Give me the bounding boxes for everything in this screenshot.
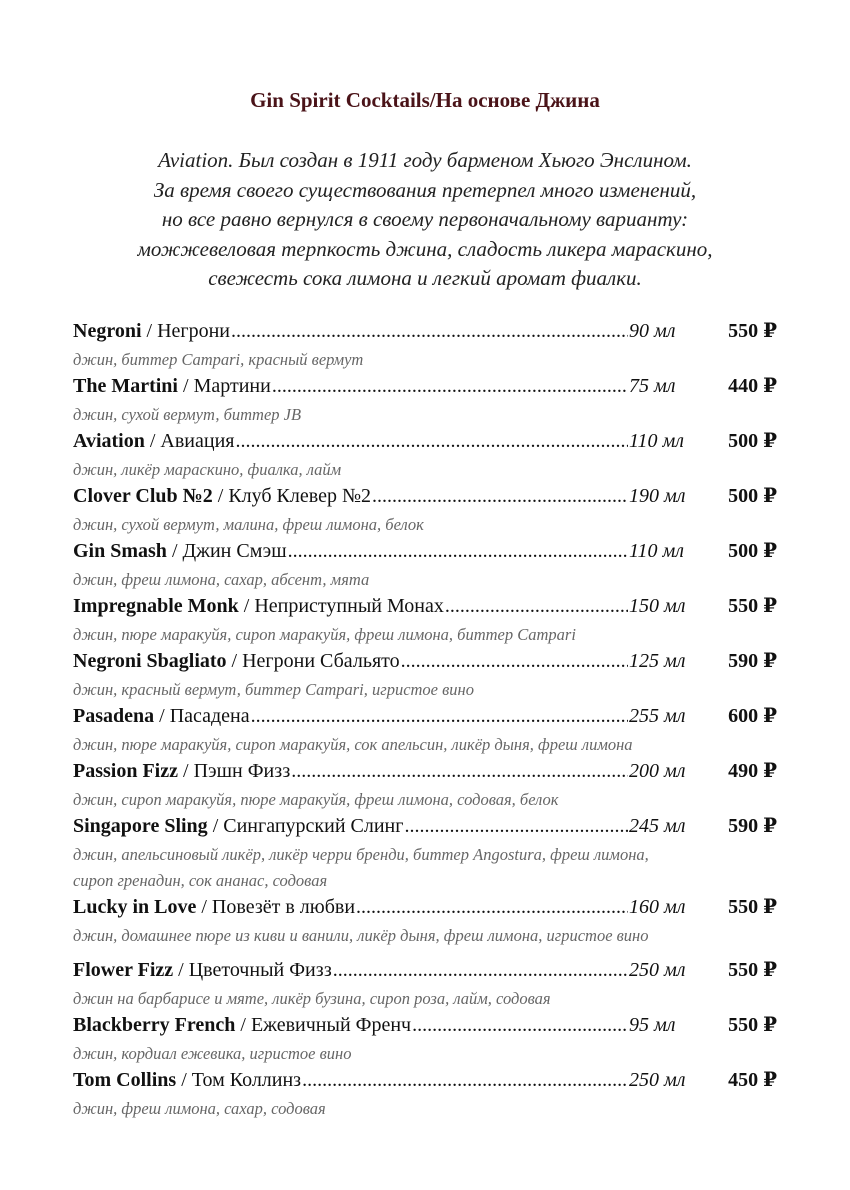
- dot-leader: [236, 430, 629, 453]
- name-separator: /: [212, 815, 219, 837]
- cocktail-name-ru: Сингапурский Слинг: [223, 815, 404, 837]
- dot-leader: [445, 595, 628, 618]
- cocktail-name-ru: Повезёт в любви: [211, 896, 356, 918]
- menu-item-row: [73, 957, 783, 986]
- cocktail-name-en: Lucky in Love: [73, 896, 197, 918]
- dot-leader: [333, 959, 628, 982]
- cocktail-ingredients: джин, сухой вермут, биттер JB: [73, 405, 302, 424]
- menu-item: [73, 758, 783, 813]
- menu-item-row: [73, 703, 783, 732]
- menu-item: [73, 813, 783, 894]
- cocktail-name-en: Gin Smash: [73, 540, 167, 562]
- cocktail-volume: 90 мл: [629, 320, 676, 342]
- menu-item: [73, 538, 783, 593]
- cocktail-name-ru: Ежевичный Френч: [250, 1014, 412, 1036]
- cocktail-price: 550 ₽: [728, 595, 777, 617]
- cocktail-ingredients: джин, ликёр мараскино, фиалка, лайм: [73, 460, 342, 479]
- cocktail-name-ru: Цветочный Физз: [188, 959, 332, 981]
- cocktail-volume: 75 мл: [629, 375, 676, 397]
- cocktail-volume: 200 мл: [629, 760, 686, 782]
- cocktail-name-ru: Мартини: [193, 375, 271, 397]
- menu-item: [73, 1067, 783, 1122]
- dot-leader: [372, 485, 628, 508]
- cocktail-name-ru: Негрони Сбальято: [242, 650, 400, 672]
- cocktail-name-ru: Пэшн Физз: [193, 760, 291, 782]
- menu-item-row: [73, 813, 783, 842]
- cocktail-volume: 250 мл: [629, 1069, 686, 1091]
- cocktail-ingredients: джин, сироп маракуйя, пюре маракуйя, фреш лимона, содовая, белок: [73, 790, 559, 809]
- cocktail-price: 550 ₽: [728, 959, 777, 981]
- name-separator: /: [231, 650, 238, 672]
- dot-leader: [356, 896, 628, 919]
- menu-item-row: [73, 1067, 783, 1096]
- cocktail-price: 500 ₽: [728, 540, 777, 562]
- cocktail-ingredients: джин на барбарисе и мяте, ликёр бузина, сироп роза, лайм, содовая: [73, 989, 551, 1008]
- cocktail-price: 550 ₽: [728, 896, 777, 918]
- page-title: Gin Spirit Cocktails/На основе Джина: [250, 88, 600, 112]
- cocktail-price: 600 ₽: [728, 705, 777, 727]
- name-separator: /: [243, 595, 250, 617]
- intro-line: Aviation. Был создан в 1911 году барменом Хьюго Энслином.: [158, 148, 692, 172]
- name-separator: /: [149, 430, 156, 452]
- menu-item-row: [73, 483, 783, 512]
- menu-item-row: [73, 318, 783, 347]
- name-separator: /: [178, 959, 184, 981]
- intro-line: свежесть сока лимона и легкий аромат фиалки.: [208, 266, 642, 290]
- cocktail-name-en: Flower Fizz: [73, 959, 174, 981]
- cocktail-name-en: Negroni Sbagliato: [73, 650, 227, 672]
- cocktail-name-ru: Авиация: [160, 430, 235, 452]
- cocktail-ingredients: джин, красный вермут, биттер Campari, игристое вино: [73, 680, 474, 699]
- dot-leader: [302, 1069, 628, 1092]
- menu-item: [73, 318, 783, 373]
- cocktail-ingredients: джин, сухой вермут, малина, фреш лимона, белок: [73, 515, 424, 534]
- menu-item: [73, 957, 783, 1012]
- cocktail-ingredients: джин, фреш лимона, сахар, содовая: [73, 1099, 326, 1118]
- cocktail-ingredients: джин, апельсиновый ликёр, ликёр черри бренди, биттер Angostura, фреш лимона,: [73, 845, 649, 864]
- name-separator: /: [183, 375, 189, 397]
- cocktail-name-en: Tom Collins: [73, 1069, 177, 1091]
- cocktail-name-ru: Джин Смэш: [182, 540, 287, 562]
- intro-text: [0, 146, 850, 294]
- menu-item: [73, 894, 783, 949]
- cocktail-name-ru: Клуб Клевер №2: [228, 485, 372, 507]
- cocktail-name-en: Negroni: [73, 320, 142, 342]
- cocktail-name-en: The Martini: [73, 375, 178, 397]
- menu-item: [73, 373, 783, 428]
- cocktail-name-en: Aviation: [73, 430, 145, 452]
- cocktail-volume: 160 мл: [629, 896, 686, 918]
- cocktail-price: 550 ₽: [728, 1014, 777, 1036]
- cocktail-ingredients: джин, биттер Campari, красный вермут: [73, 350, 364, 369]
- cocktail-price: 590 ₽: [728, 815, 777, 837]
- name-separator: /: [183, 760, 189, 782]
- cocktail-ingredients: джин, фреш лимона, сахар, абсент, мята: [73, 570, 370, 589]
- cocktail-name-ru: Негрони: [157, 320, 231, 342]
- dot-leader: [272, 375, 628, 398]
- cocktail-volume: 255 мл: [629, 705, 686, 727]
- menu-item: [73, 428, 783, 483]
- menu-item-row: [73, 538, 783, 567]
- intro-line: можжевеловая терпкость джина, сладость ликера мараскино,: [137, 236, 713, 261]
- menu-item-row: [73, 1012, 783, 1041]
- menu-item: [73, 593, 783, 648]
- intro-line: За время своего существования претерпел много изменений,: [153, 177, 697, 202]
- name-separator: /: [217, 485, 224, 507]
- dot-leader: [291, 760, 628, 783]
- cocktail-price: 490 ₽: [728, 760, 777, 782]
- dot-leader: [404, 815, 628, 838]
- cocktail-name-en: Passion Fizz: [73, 760, 178, 782]
- cocktail-price: 500 ₽: [728, 485, 777, 507]
- menu-item-row: [73, 894, 783, 923]
- cocktail-name-en: Pasadena: [73, 705, 155, 727]
- cocktail-volume: 110 мл: [629, 430, 684, 452]
- name-separator: /: [146, 320, 153, 342]
- cocktail-ingredients: джин, пюре маракуйя, сироп маракуйя, сок апельсин, ликёр дыня, фреш лимона: [73, 735, 633, 754]
- cocktail-volume: 150 мл: [629, 595, 686, 617]
- cocktail-price: 590 ₽: [728, 650, 777, 672]
- menu-item-row: [73, 758, 783, 787]
- cocktail-name-ru: Неприступный Монах: [254, 595, 444, 617]
- name-separator: /: [240, 1014, 246, 1036]
- menu-item: [73, 1012, 783, 1067]
- cocktail-volume: 110 мл: [629, 540, 684, 562]
- dot-leader: [251, 705, 628, 728]
- cocktail-ingredients: джин, пюре маракуйя, сироп маракуйя, фреш лимона, биттер Campari: [73, 625, 576, 644]
- dot-leader: [401, 650, 628, 673]
- cocktail-name-en: Clover Club №2: [73, 485, 213, 507]
- cocktail-volume: 190 мл: [629, 485, 686, 507]
- dot-leader: [288, 540, 628, 563]
- cocktail-price: 440 ₽: [728, 375, 777, 397]
- cocktail-price: 550 ₽: [728, 320, 777, 342]
- cocktail-volume: 125 мл: [629, 650, 686, 672]
- menu-item-row: [73, 648, 783, 677]
- menu-item-row: [73, 593, 783, 622]
- menu-item: [73, 703, 783, 758]
- cocktail-ingredients: сироп гренадин, сок ананас, содовая: [73, 871, 328, 890]
- cocktail-name-en: Impregnable Monk: [73, 595, 239, 617]
- dot-leader: [412, 1014, 628, 1037]
- menu-item: [73, 483, 783, 538]
- cocktail-name-ru: Пасадена: [169, 705, 250, 727]
- cocktail-ingredients: джин, домашнее пюре из киви и ванили, ликёр дыня, фреш лимона, игристое вино: [73, 926, 649, 945]
- menu-item: [73, 648, 783, 703]
- name-separator: /: [181, 1069, 187, 1091]
- cocktail-name-ru: Том Коллинз: [191, 1069, 302, 1091]
- name-separator: /: [201, 896, 207, 918]
- intro-line: но все равно вернулся в своему первоначальному варианту:: [161, 207, 689, 231]
- name-separator: /: [171, 540, 178, 562]
- cocktail-list: [73, 318, 783, 1122]
- name-separator: /: [159, 705, 165, 727]
- cocktail-volume: 250 мл: [629, 959, 686, 981]
- cocktail-name-en: Blackberry French: [73, 1014, 236, 1036]
- menu-item-row: [73, 373, 783, 402]
- cocktail-ingredients: джин, кордиал ежевика, игристое вино: [73, 1044, 352, 1063]
- menu-item-row: [73, 428, 783, 457]
- cocktail-volume: 95 мл: [629, 1014, 676, 1036]
- cocktail-price: 450 ₽: [728, 1069, 777, 1091]
- cocktail-price: 500 ₽: [728, 430, 777, 452]
- cocktail-volume: 245 мл: [629, 815, 686, 837]
- dot-leader: [231, 320, 628, 343]
- cocktail-name-en: Singapore Sling: [73, 815, 208, 837]
